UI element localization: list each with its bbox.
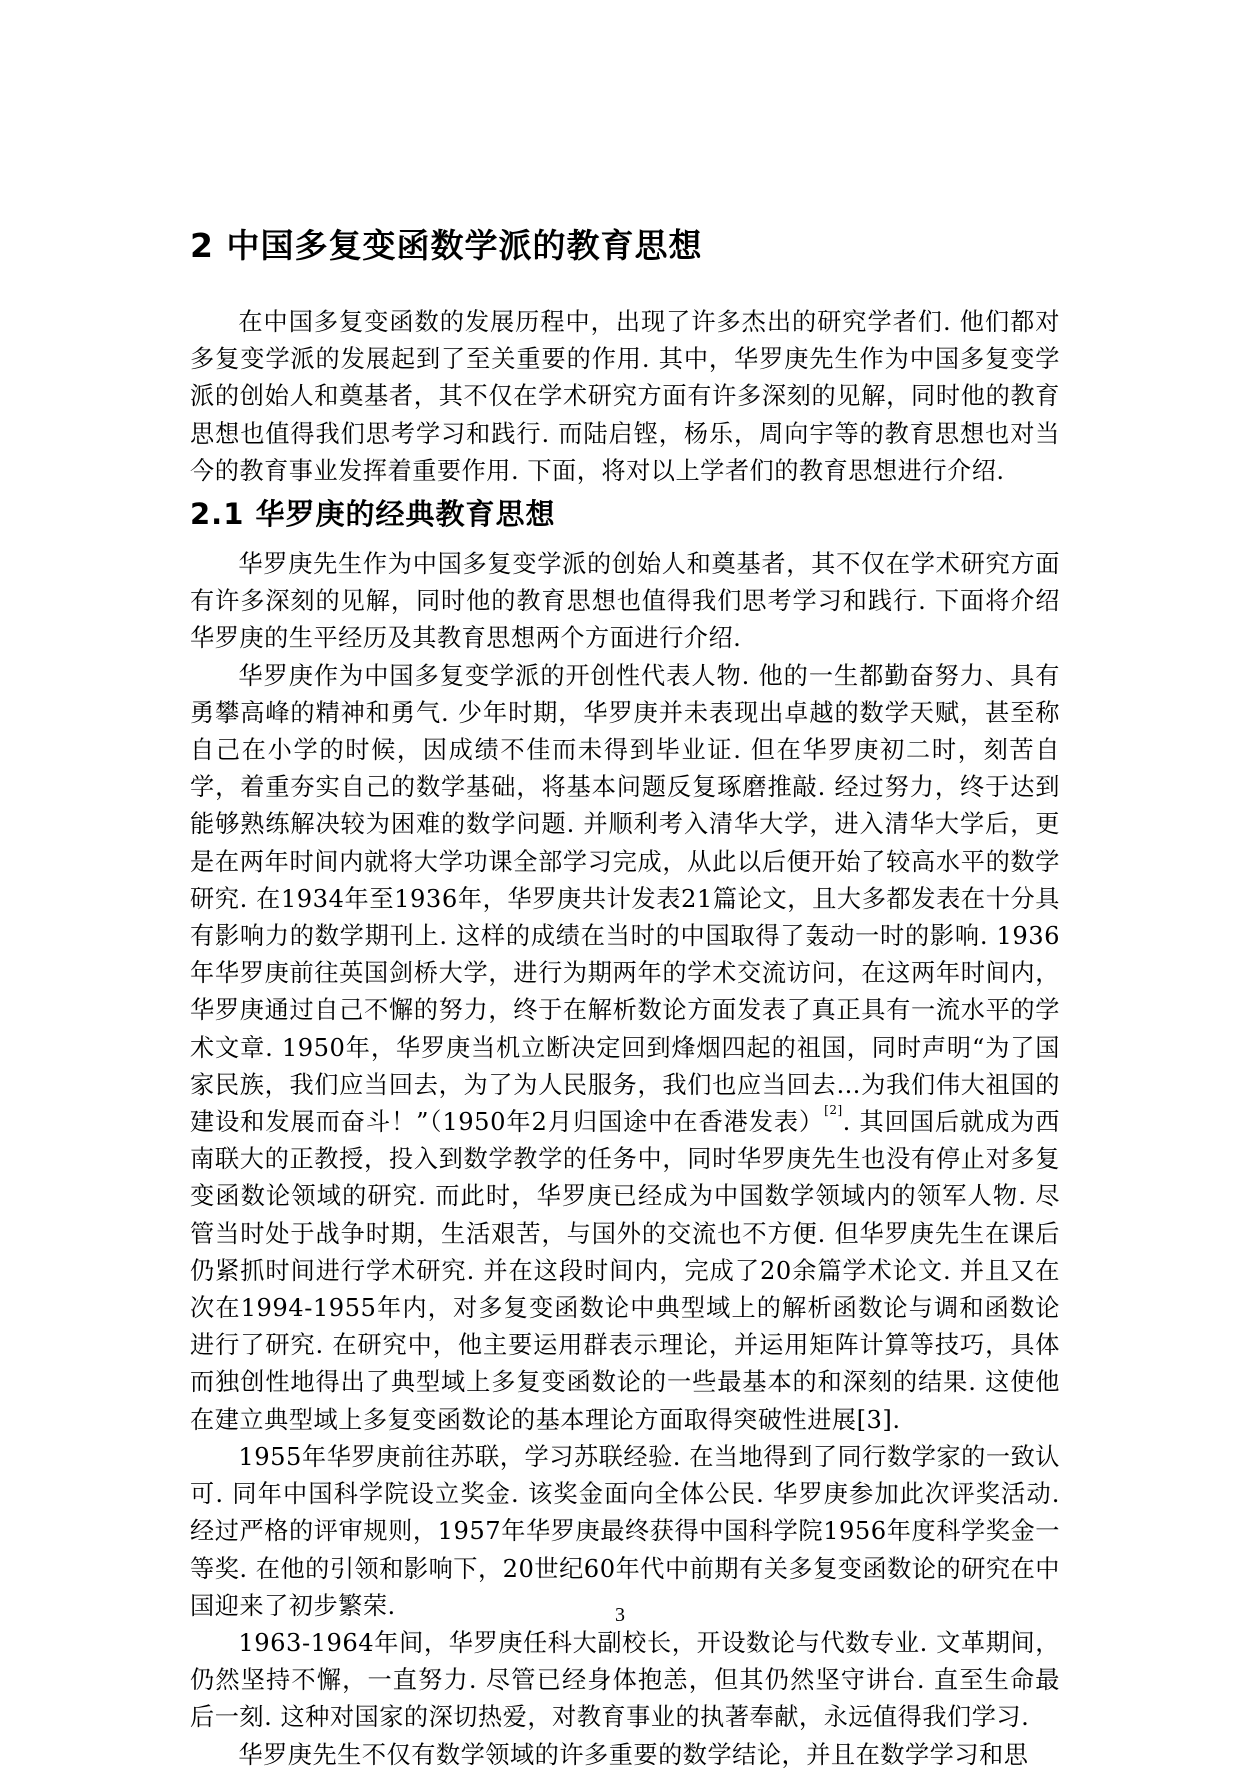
paragraph-soviet-award: 1955年华罗庚前往苏联，学习苏联经验. 在当地得到了同行数学家的一致认可. 同年中国科学院设立奖金. 该奖金面向全体公民. 华罗庚参加此次评奖活动. 经过严格的评审规则，1957年华罗庚最终获得中国科学院1956年度科学奖金一等奖. 在他的引领和影响下，20世纪60年代中前期有关多复变函数论的研究在中国迎来了初步繁荣. — [190, 1442, 1060, 1620]
paragraph-later-years: 1963-1964年间，华罗庚任科大副校长，开设数论与代数专业. 文革期间，仍然坚持不懈，一直努力. 尽管已经身体抱恙，但其仍然坚守讲台. 直至生命最后一刻. 这种对国家的深切热爱，对教育事业的执著奉献，永远值得我们学习. — [190, 1628, 1060, 1732]
paragraph-continued: 华罗庚先生不仅有数学领域的许多重要的数学结论，并且在数学学习和思 — [238, 1740, 1029, 1769]
biography-text-part2: . 其回国后就成为西南联大的正教授，投入到数学教学的任务中，同时华罗庚先生也没有停止对多复变函数论领域的研究. 而此时，华罗庚已经成为中国数学领域内的领军人物. 尽管当时处于战争时期，生活艰苦，与国外的交流也不方便. 但华罗庚先生在课后仍紧抓时间进行学术研究. 并在这段时间内，完成了20余篇学术论文. 并且又在次在1994-1955年内，对多复变函数论中典型域上的解析函数论与调和函数论进行了研究. 在研究中，他主要运用群表示理论，并运用矩阵计算等技巧，具体而独创性地得出了典型域上多复变函数论的一些最基本的和深刻的结果. 这使他在建立典型域上多复变函数论的基本理论方面取得突破性进展[3]. — [190, 1108, 1060, 1434]
page-number: 3 — [615, 1604, 625, 1626]
section-heading: 2 中国多复变函数学派的教育思想 — [190, 226, 703, 265]
intro-paragraph: 在中国多复变函数的发展历程中，出现了许多杰出的研究学者们. 他们都对多复变学派的发展起到了至关重要的作用. 其中，华罗庚先生作为中国多复变学派的创始人和奠基者，其不仅在学术研究方面有许多深刻的见解，同时他的教育思想也值得我们思考学习和践行. 而陆启铿，杨乐，周向宇等的教育思想也对当今的教育事业发挥着重要作用. 下面，将对以上学者们的教育思想进行介绍. — [190, 308, 1060, 485]
biography-text-part1: 华罗庚作为中国多复变学派的开创性代表人物. 他的一生都勤奋努力、具有勇攀高峰的精神和勇气. 少年时期，华罗庚并未表现出卓越的数学天赋，甚至称自己在小学的时候，因成绩不佳而未得到毕业证. 但在华罗庚初二时，刻苦自学，着重夯实自己的数学基础，将基本问题反复琢磨推敲. 经过努力，终于达到能够熟练解决较为困难的数学问题. 并顺利考入清华大学，进入清华大学后，更是在两年时间内就将大学功课全部学习完成，从此以后便开始了较高水平的数学研究. 在1934年至1936年，华罗庚共计发表21篇论文，且大多都发表在十分具有影响力的数学期刊上. 这样的成绩在当时的中国取得了轰动一时的影响. 1936年华罗庚前往英国剑桥大学，进行为期两年的学术交流访问，在这两年时间内，华罗庚通过自己不懈的努力，终于在解析数论方面发表了真正具有一流水平的学术文章. 1950年，华罗庚当机立断决定回到烽烟四起的祖国，同时声明“为了国家民族，我们应当回去，为了为人民服务，我们也应当回去…为我们伟大祖国的建设和发展而奋斗！”（1950年2月归国途中在香港发表） — [190, 661, 1060, 1137]
paragraph-biography — [190, 658, 1060, 1439]
paragraph-career-summary: 华罗庚先生作为中国多复变学派的创始人和奠基者，其不仅在学术研究方面有许多深刻的见解，同时他的教育思想也值得我们思考学习和践行. 下面将介绍华罗庚的生平经历及其教育思想两个方面进行介绍. — [190, 550, 1060, 653]
citation-marker: [2] — [824, 1103, 843, 1118]
subsection-heading: 2.1 华罗庚的经典教育思想 — [190, 497, 556, 532]
page-content — [190, 224, 1060, 1774]
